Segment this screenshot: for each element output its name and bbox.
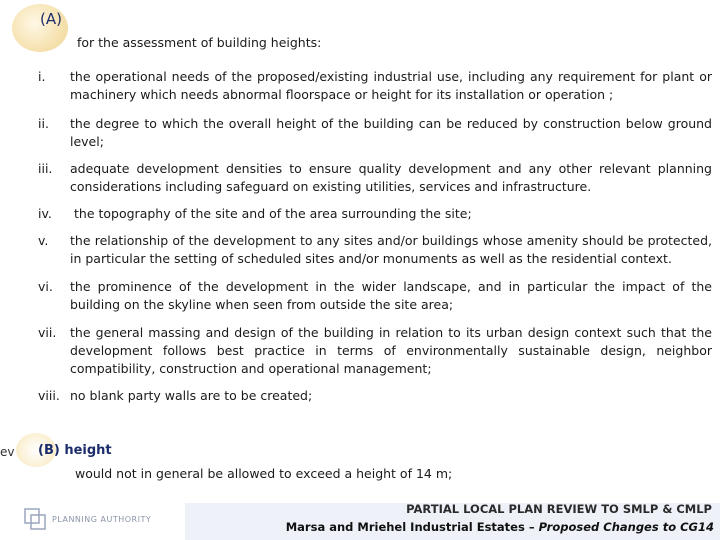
item-number: iii. bbox=[38, 161, 53, 176]
clipped-text-fragment: ev bbox=[0, 445, 15, 459]
item-text: the topography of the site and of the area surrounding the site; bbox=[74, 206, 472, 221]
item-number: vi. bbox=[38, 279, 53, 294]
section-b-heading-text: height bbox=[64, 443, 112, 458]
item-text: the operational needs of the proposed/existing industrial use, including any requirement for plant or machinery which needs abnormal floorspace or height for its installation or operation ; bbox=[70, 69, 712, 102]
item-text: the degree to which the overall height of the building can be reduced by construction below ground level; bbox=[70, 116, 712, 149]
item-text: no blank party walls are to be created; bbox=[70, 388, 313, 403]
section-b-text: would not in general be allowed to exceed a height of 14 m; bbox=[75, 466, 453, 481]
item-text: the general massing and design of the building in relation to its urban design context such that the development follows best practice in terms of environmentally sustainable design, neighbor compatibility, construction and operational management; bbox=[70, 325, 712, 376]
item-number: ii. bbox=[38, 116, 49, 131]
planning-authority-logo bbox=[24, 508, 151, 530]
section-a-intro: for the assessment of building heights: bbox=[77, 35, 322, 50]
item-number: v. bbox=[38, 233, 49, 248]
footer-subtitle bbox=[286, 520, 714, 534]
logo-text: PLANNING AUTHORITY bbox=[52, 514, 152, 524]
item-number: i. bbox=[38, 69, 46, 84]
section-b-heading bbox=[38, 443, 112, 458]
item-text: the prominence of the development in the wider landscape, and in particular the impact of the building on the skyline when seen from outside the site area; bbox=[70, 279, 712, 312]
item-number: vii. bbox=[38, 325, 57, 340]
footer-title: PARTIAL LOCAL PLAN REVIEW TO SMLP & CMLP bbox=[406, 502, 712, 516]
item-number: viii. bbox=[38, 388, 60, 403]
item-text: the relationship of the development to any sites and/or buildings whose amenity should be protected, in particular the setting of scheduled sites and/or monuments as well as the residential context. bbox=[70, 233, 712, 266]
logo-icon bbox=[24, 508, 46, 530]
section-a-label: (A) bbox=[40, 10, 62, 28]
footer-subtitle-italic: Proposed Changes to CG14 bbox=[538, 520, 714, 534]
footer-subtitle-main: Marsa and Mriehel Industrial Estates – bbox=[285, 520, 539, 534]
section-b-label: (B) bbox=[38, 443, 60, 458]
item-number: iv. bbox=[38, 206, 52, 221]
item-text: adequate development densities to ensure quality development and any other relevant planning considerations including safeguard on existing utilities, services and infrastructure. bbox=[70, 161, 712, 194]
